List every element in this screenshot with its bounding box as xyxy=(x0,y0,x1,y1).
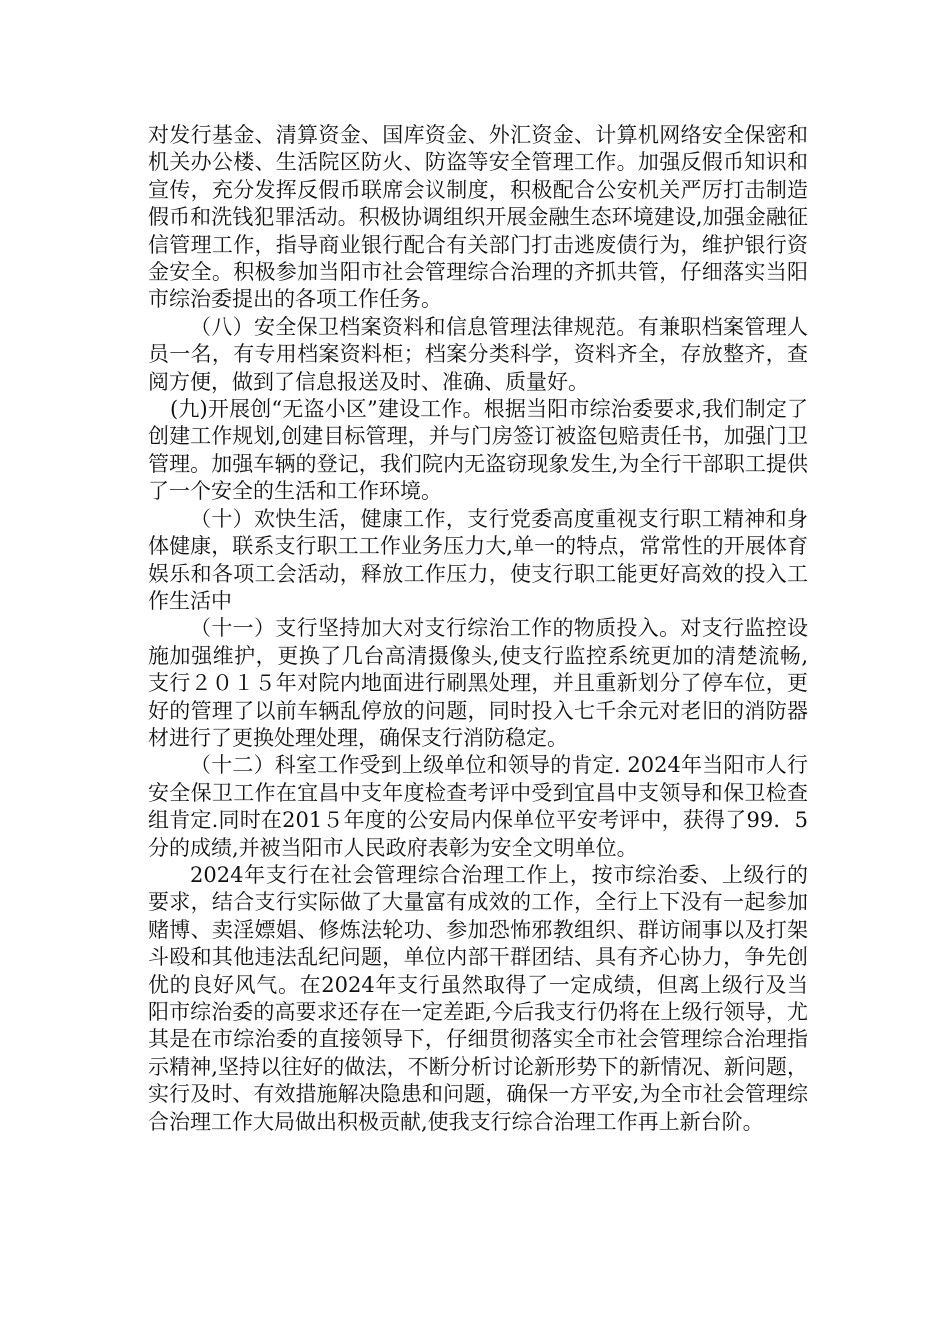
paragraph-section-9: (九)开展创“无盗小区”建设工作。根据当阳市综治委要求,我们制定了创建工作规划,创建目标管理，并与门房签订被盗包赔责任书，加强门卫管理。加强车辆的登记，我们院内无盗窃现象发生,为全行干部职工提供了一个安全的生活和工作环境。 xyxy=(148,397,808,504)
paragraph-section-8: （八）安全保卫档案资料和信息管理法律规范。有兼职档案管理人员一名，有专用档案资料柜；档案分类科学，资料齐全，存放整齐，查阅方便，做到了信息报送及时、准确、质量好。 xyxy=(148,314,808,394)
paragraph-section-12: （十二）科室工作受到上级单位和领导的肯定. 2024年当阳市人行安全保卫工作在宜昌中支年度检查考评中受到宜昌中支领导和保卫检查组肯定.同时在201５年度的公安局内保单位平安考评中，获得了99．5分的成绩,并被当阳市人民政府表彰为安全文明单位。 xyxy=(148,753,808,860)
paragraph-section-10: （十）欢快生活，健康工作，支行党委高度重视支行职工精神和身体健康，联系支行职工工作业务压力大,单一的特点，常常性的开展体育娱乐和各项工会活动，释放工作压力，使支行职工能更好高效的投入工作生活中 xyxy=(148,506,808,613)
document-body xyxy=(148,122,808,1136)
paragraph-continuation: 对发行基金、清算资金、国库资金、外汇资金、计算机网络安全保密和机关办公楼、生活院区防火、防盗等安全管理工作。加强反假币知识和宣传，充分发挥反假币联席会议制度，积极配合公安机关严厉打击制造假币和洗钱犯罪活动。积极协调组织开展金融生态环境建设,加强金融征信管理工作，指导商业银行配合有关部门打击逃废债行为，维护银行资金安全。积极参加当阳市社会管理综合治理的齐抓共管，仔细落实当阳市综治委提出的各项工作任务。 xyxy=(148,123,808,312)
paragraph-section-11: （十一）支行坚持加大对支行综治工作的物质投入。对支行监控设施加强维护，更换了几台高清摄像头,使支行监控系统更加的清楚流畅,支行２０１５年对院内地面进行刷黑处理，并且重新划分了停车位，更好的管理了以前车辆乱停放的问题，同时投入七千余元对老旧的消防器材进行了更换处理处理，确保支行消防稳定。 xyxy=(148,616,808,750)
paragraph-summary: 2024年支行在社会管理综合治理工作上，按市综治委、上级行的要求，结合支行实际做了大量富有成效的工作，全行上下没有一起参加赌博、卖淫嫖娼、修炼法轮功、参加恐怖邪教组织、群访闹事以及打架斗殴和其他违法乱纪问题，单位内部干群团结、具有齐心协力，争先创优的良好风气。在2024年支行虽然取得了一定成绩，但离上级行及当阳市综治委的高要求还存在一定差距,今后我支行仍将在上级行领导，尤其是在市综治委的直接领导下，仔细贯彻落实全市社会管理综合治理指示精神,坚持以往好的做法，不断分析讨论新形势下的新情况、新问题，实行及时、有效措施解决隐患和问题，确保一方平安,为全市社会管理综合治理工作大局做出积极贡献,使我支行综合治理工作再上新台阶。 xyxy=(148,862,808,1134)
